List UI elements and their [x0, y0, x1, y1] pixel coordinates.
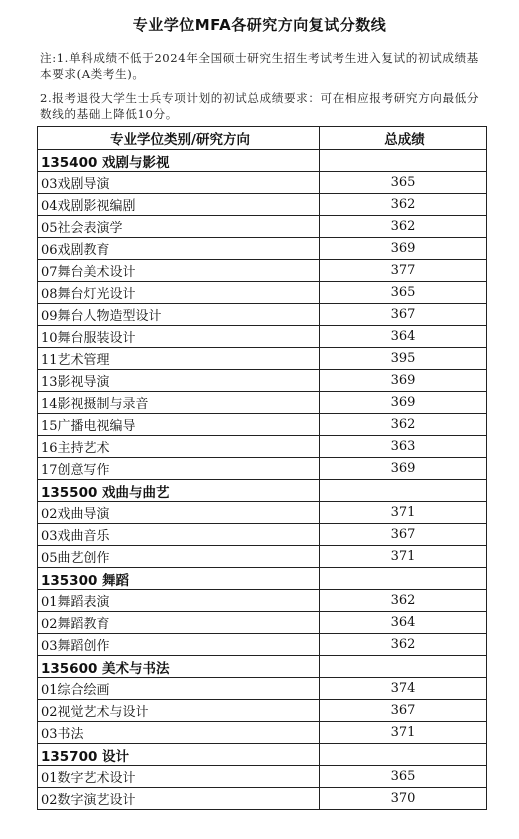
table-row	[38, 238, 487, 260]
total-score: 367	[320, 524, 487, 546]
direction-name: 04戏剧影视编剧	[38, 194, 320, 216]
table-row	[38, 766, 487, 788]
total-score: 365	[320, 282, 487, 304]
table-row	[38, 788, 487, 810]
total-score: 365	[320, 766, 487, 788]
direction-name: 03戏曲音乐	[38, 524, 320, 546]
total-score: 362	[320, 194, 487, 216]
direction-name: 01综合绘画	[38, 678, 320, 700]
direction-name: 08舞台灯光设计	[38, 282, 320, 304]
table-row	[38, 612, 487, 634]
category-name: 135700 设计	[38, 744, 320, 766]
category-row	[38, 656, 487, 678]
total-score: 369	[320, 370, 487, 392]
table-row	[38, 678, 487, 700]
direction-name: 02数字演艺设计	[38, 788, 320, 810]
direction-name: 09舞台人物造型设计	[38, 304, 320, 326]
table-row	[38, 304, 487, 326]
table-row	[38, 260, 487, 282]
direction-name: 03戏剧导演	[38, 172, 320, 194]
total-score: 364	[320, 612, 487, 634]
note-1: 注:1.单科成绩不低于2024年全国硕士研究生招生考试考生进入复试的初试成绩基本要求(A类考生)。	[40, 51, 479, 81]
direction-name: 07舞台美术设计	[38, 260, 320, 282]
direction-name: 16主持艺术	[38, 436, 320, 458]
total-score: 364	[320, 326, 487, 348]
direction-name: 17创意写作	[38, 458, 320, 480]
table-row	[38, 216, 487, 238]
total-score: 362	[320, 414, 487, 436]
page-title: 专业学位MFA各研究方向复试分数线	[132, 16, 387, 34]
table-row	[38, 326, 487, 348]
total-score: 362	[320, 590, 487, 612]
total-score: 377	[320, 260, 487, 282]
total-score: 362	[320, 216, 487, 238]
direction-name: 02戏曲导演	[38, 502, 320, 524]
table-row	[38, 348, 487, 370]
total-score: 370	[320, 788, 487, 810]
total-score: 369	[320, 392, 487, 414]
direction-name: 10舞台服装设计	[38, 326, 320, 348]
total-score: 369	[320, 238, 487, 260]
table-row	[38, 458, 487, 480]
direction-name: 11艺术管理	[38, 348, 320, 370]
column-header-score: 总成绩	[320, 127, 487, 150]
total-score: 371	[320, 546, 487, 568]
total-score: 371	[320, 502, 487, 524]
total-score: 365	[320, 172, 487, 194]
note-2: 2.报考退役大学生士兵专项计划的初试总成绩要求：可在相应报考研究方向最低分数线的基础上降低10分。	[40, 91, 480, 121]
table-row	[38, 282, 487, 304]
total-score: 367	[320, 700, 487, 722]
total-score: 369	[320, 458, 487, 480]
direction-name: 15广播电视编导	[38, 414, 320, 436]
table-row	[38, 414, 487, 436]
table-row	[38, 194, 487, 216]
direction-name: 01舞蹈表演	[38, 590, 320, 612]
table-row	[38, 700, 487, 722]
column-header-direction: 专业学位类别/研究方向	[38, 127, 320, 150]
direction-name: 05曲艺创作	[38, 546, 320, 568]
total-score	[320, 150, 487, 172]
total-score: 395	[320, 348, 487, 370]
total-score: 374	[320, 678, 487, 700]
category-row	[38, 568, 487, 590]
direction-name: 03书法	[38, 722, 320, 744]
table-row	[38, 524, 487, 546]
direction-name: 02视觉艺术与设计	[38, 700, 320, 722]
direction-name: 05社会表演学	[38, 216, 320, 238]
table-body	[38, 150, 487, 810]
total-score	[320, 744, 487, 766]
direction-name: 01数字艺术设计	[38, 766, 320, 788]
total-score	[320, 656, 487, 678]
total-score	[320, 480, 487, 502]
total-score: 371	[320, 722, 487, 744]
table-row	[38, 172, 487, 194]
direction-name: 02舞蹈教育	[38, 612, 320, 634]
direction-name: 06戏剧教育	[38, 238, 320, 260]
category-name: 135600 美术与书法	[38, 656, 320, 678]
category-row	[38, 150, 487, 172]
table-row	[38, 546, 487, 568]
table-row	[38, 722, 487, 744]
category-name: 135500 戏曲与曲艺	[38, 480, 320, 502]
direction-name: 14影视摄制与录音	[38, 392, 320, 414]
direction-name: 13影视导演	[38, 370, 320, 392]
total-score: 362	[320, 634, 487, 656]
category-row	[38, 480, 487, 502]
category-name: 135300 舞蹈	[38, 568, 320, 590]
category-name: 135400 戏剧与影视	[38, 150, 320, 172]
total-score: 363	[320, 436, 487, 458]
total-score: 367	[320, 304, 487, 326]
table-row	[38, 634, 487, 656]
table-row	[38, 436, 487, 458]
table-header-row	[38, 127, 487, 150]
table-row	[38, 392, 487, 414]
score-table	[37, 126, 487, 810]
total-score	[320, 568, 487, 590]
table-row	[38, 502, 487, 524]
category-row	[38, 744, 487, 766]
direction-name: 03舞蹈创作	[38, 634, 320, 656]
table-row	[38, 590, 487, 612]
table-row	[38, 370, 487, 392]
